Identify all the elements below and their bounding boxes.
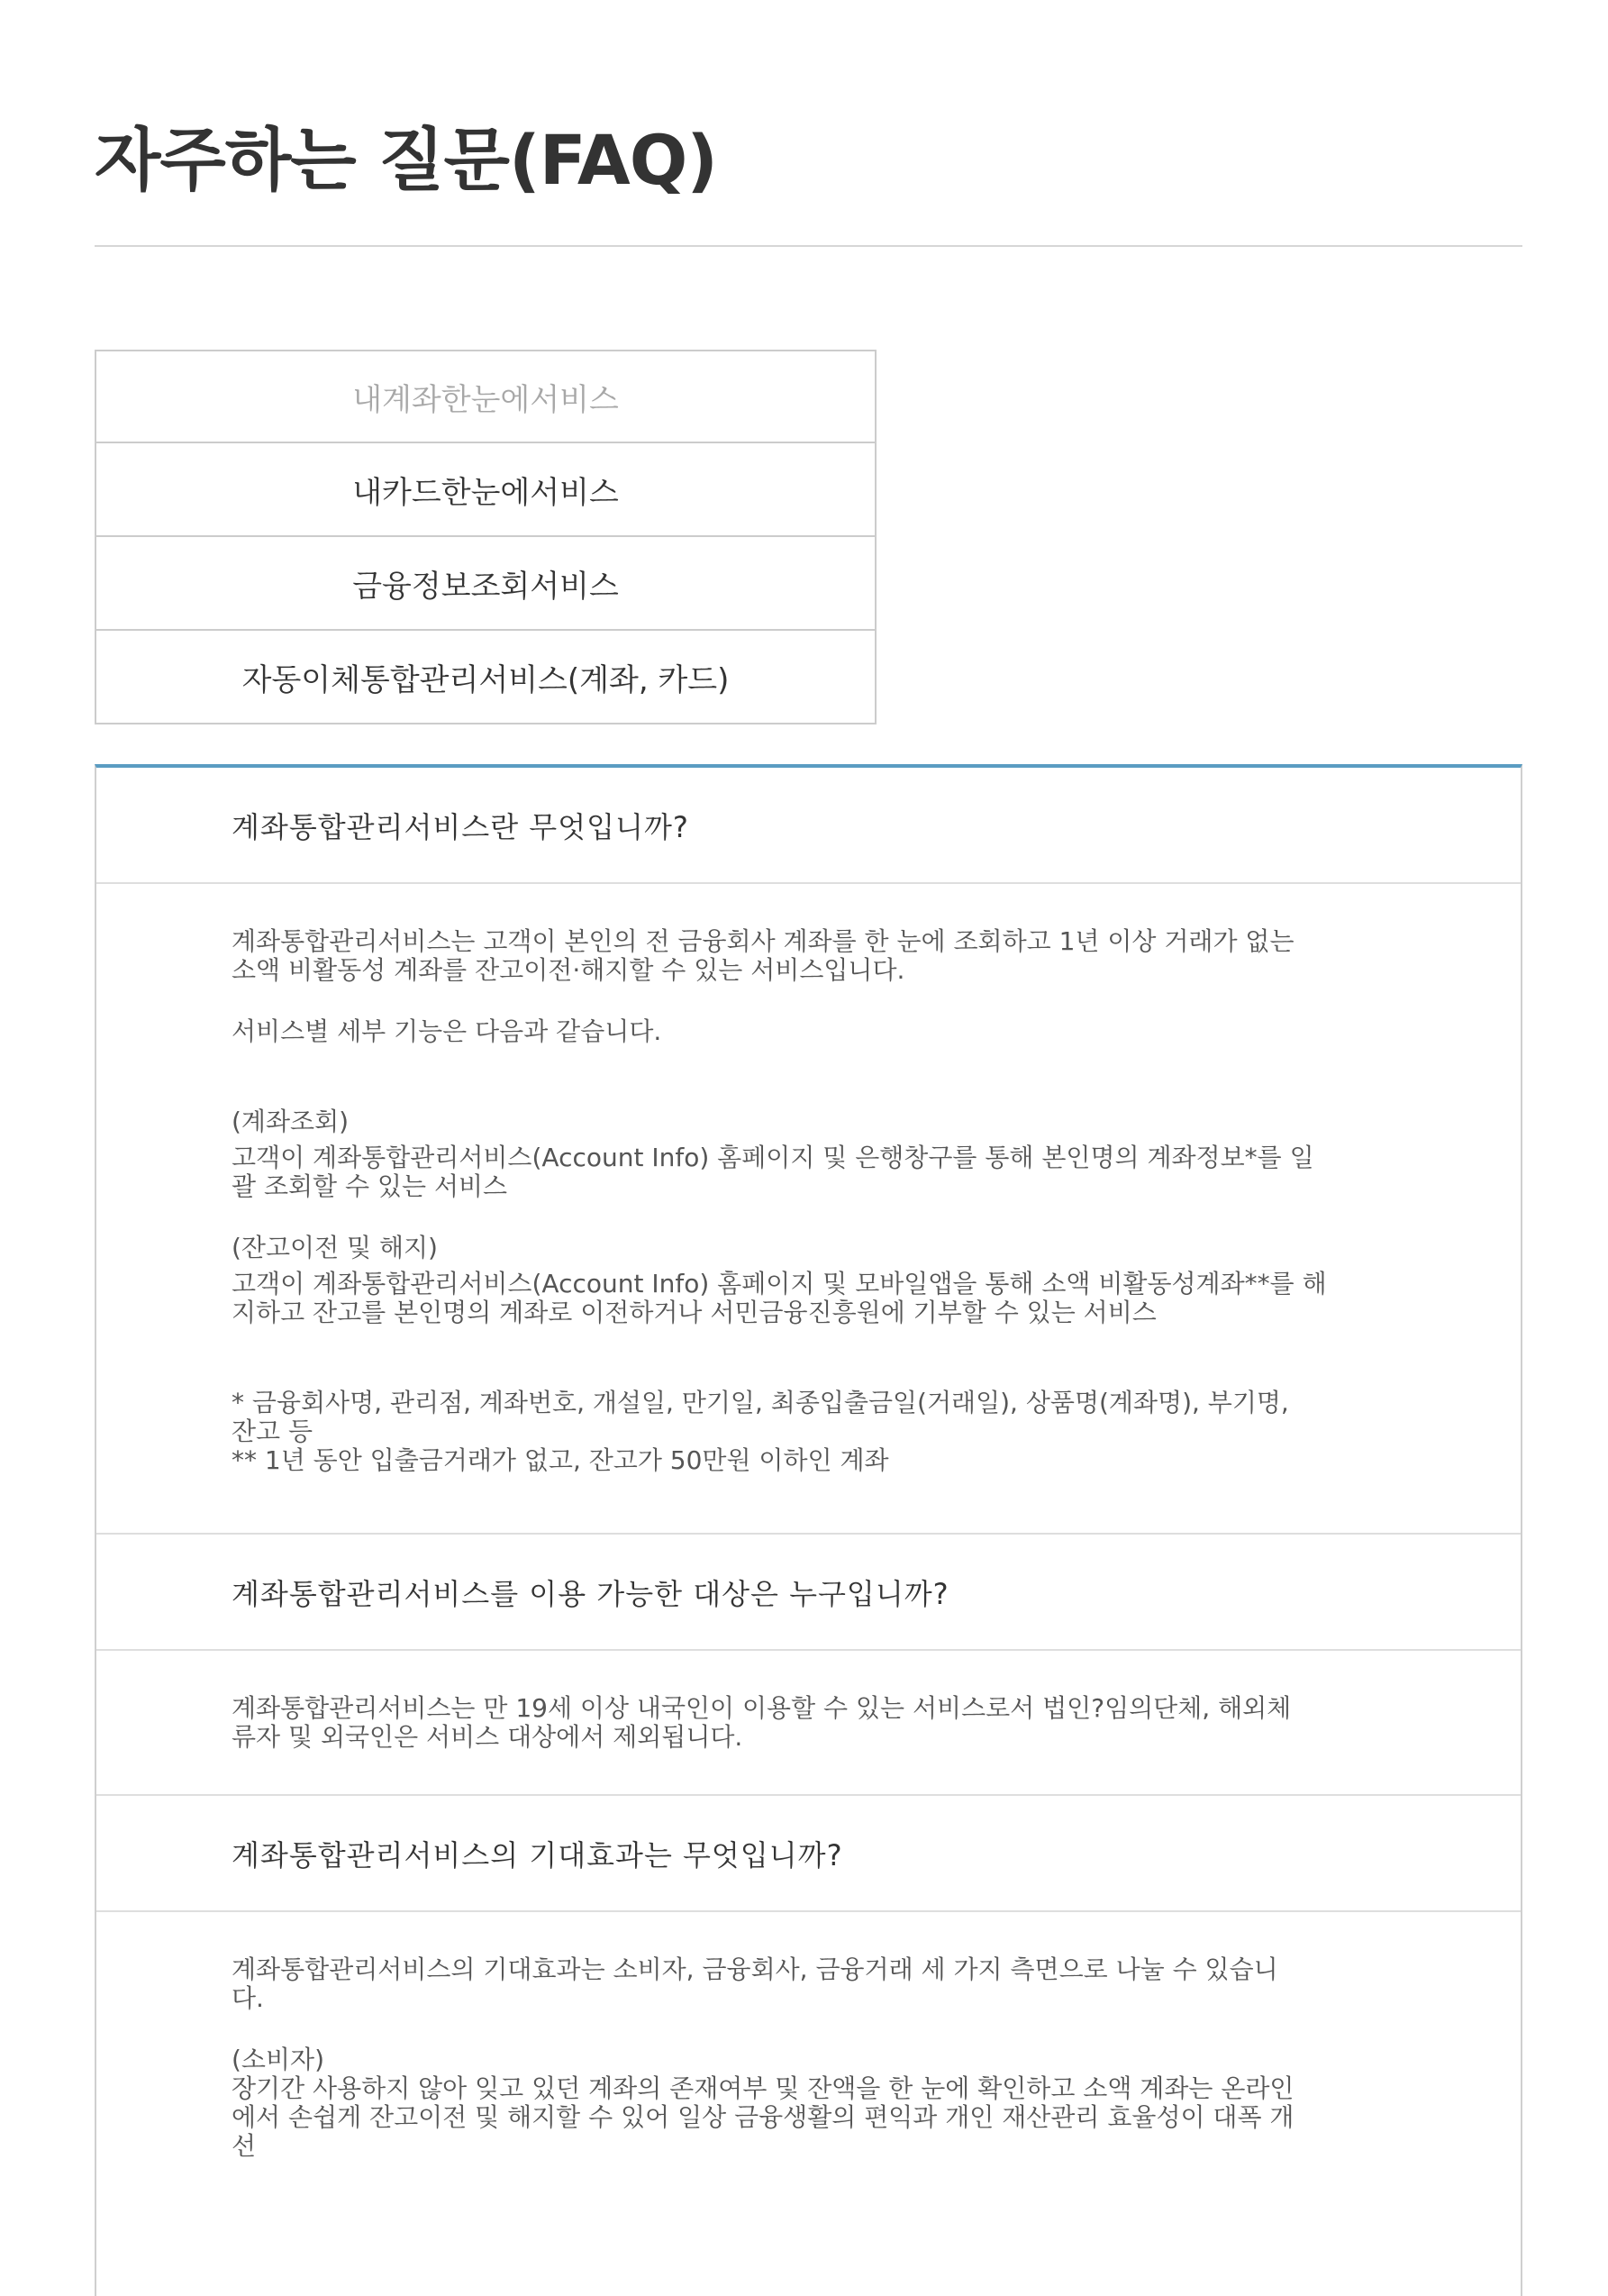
faq-question-3[interactable]: 계좌통합관리서비스의 기대효과는 무엇입니까? — [96, 1796, 1521, 1912]
tab-auto-transfer-service[interactable]: 자동이체통합관리서비스(계좌, 카드) — [95, 631, 877, 724]
answer-text: 지하고 잔고를 본인명의 계좌로 이전하거나 서민금융진흥원에 기부할 수 있는 서비스 — [232, 1298, 1157, 1327]
faq-list — [95, 764, 1522, 2296]
answer-section-heading: (계좌조회) — [232, 1107, 350, 1136]
tab-my-account-service[interactable]: 내계좌한눈에서비스 — [95, 350, 877, 443]
service-tab-list — [95, 350, 877, 724]
answer-text: 괄 조회할 수 있는 서비스 — [232, 1171, 508, 1201]
answer-footnote: 잔고 등 — [232, 1417, 313, 1446]
answer-text: 류자 및 외국인은 서비스 대상에서 제외됩니다. — [232, 1722, 743, 1752]
faq-answer-1 — [96, 884, 1521, 1535]
tab-my-card-service[interactable]: 내카드한눈에서비스 — [95, 443, 877, 537]
answer-text: 고객이 계좌통합관리서비스(Account Info) 홈페이지 및 모바일앱을 통해 소액 비활동성계좌**를 해 — [232, 1269, 1327, 1298]
answer-text: 선 — [232, 2131, 257, 2161]
answer-footnote: ** 1년 동안 입출금거래가 없고, 잔고가 50만원 이하인 계좌 — [232, 1445, 889, 1475]
answer-text: 계좌통합관리서비스의 기대효과는 소비자, 금융회사, 금융거래 세 가지 측면으로 나눌 수 있습니 — [232, 1954, 1278, 1984]
faq-question-1[interactable]: 계좌통합관리서비스란 무엇입니까? — [96, 768, 1521, 884]
answer-text: 계좌통합관리서비스는 만 19세 이상 내국인이 이용할 수 있는 서비스로서 법인?임의단체, 해외체 — [232, 1693, 1292, 1723]
answer-text: 다. — [232, 1983, 264, 2013]
answer-text: 고객이 계좌통합관리서비스(Account Info) 홈페이지 및 은행창구를 통해 본인명의 계좌정보*를 일 — [232, 1143, 1314, 1172]
tab-financial-info-service[interactable]: 금융정보조회서비스 — [95, 537, 877, 631]
answer-section-heading: (잔고이전 및 해지) — [232, 1233, 438, 1262]
title-divider — [95, 245, 1522, 247]
faq-answer-3 — [96, 1912, 1521, 2161]
answer-text: 소액 비활동성 계좌를 잔고이전·해지할 수 있는 서비스입니다. — [232, 955, 905, 985]
answer-section-heading: (소비자) — [232, 2045, 324, 2074]
answer-footnote: * 금융회사명, 관리점, 계좌번호, 개설일, 만기일, 최종입출금일(거래일), 상품명(계좌명), 부기명, — [232, 1388, 1289, 1417]
answer-text: 장기간 사용하지 않아 잊고 있던 계좌의 존재여부 및 잔액을 한 눈에 확인하고 소액 계좌는 온라인 — [232, 2073, 1295, 2103]
page-title: 자주하는 질문(FAQ) — [95, 120, 718, 200]
faq-question-2[interactable]: 계좌통합관리서비스를 이용 가능한 대상은 누구입니까? — [96, 1535, 1521, 1651]
answer-text: 서비스별 세부 기능은 다음과 같습니다. — [232, 1016, 662, 1046]
answer-text: 계좌통합관리서비스는 고객이 본인의 전 금융회사 계좌를 한 눈에 조회하고 1년 이상 거래가 없는 — [232, 926, 1295, 956]
faq-answer-2 — [96, 1651, 1521, 1796]
answer-text: 에서 손쉽게 잔고이전 및 해지할 수 있어 일상 금융생활의 편익과 개인 재산관리 효율성이 대폭 개 — [232, 2102, 1295, 2132]
